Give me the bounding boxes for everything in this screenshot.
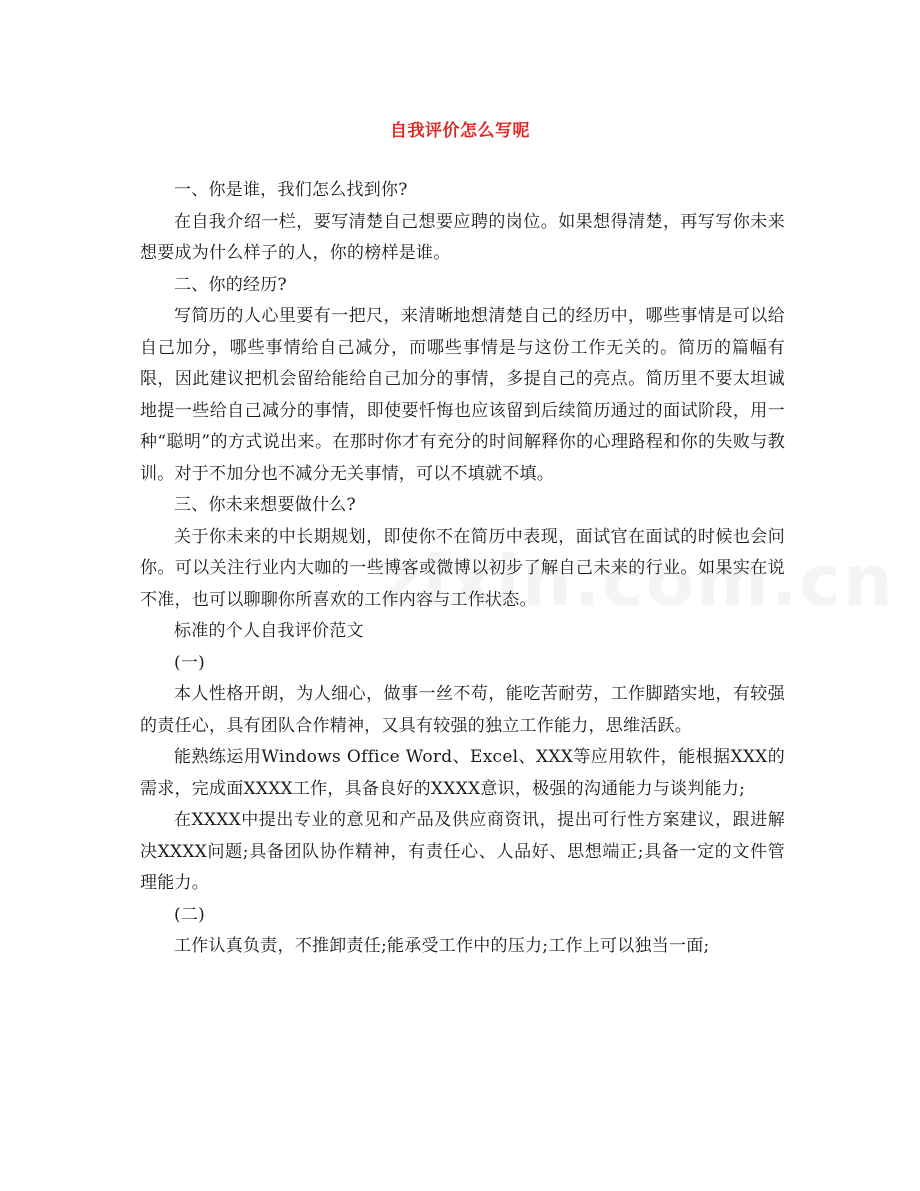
sample-number-2: (二)	[174, 904, 206, 925]
paragraph-sample-2a: 工作认真负责，不推卸责任;能承受工作中的压力;工作上可以独当一面;	[174, 936, 710, 956]
paragraph-sample-1a: 本人性格开朗，为人细心，做事一丝不苟，能吃苦耐劳，工作脚踏实地，有较强的责任心，具有团队合作精神，又具有较强的独立工作能力，思维活跃。	[140, 684, 785, 736]
paragraph-sample-1c: 在XXXX中提出专业的意见和产品及供应商资讯，提出可行性方案建议，跟进解决XXXX问题;具备团队协作精神，有责任心、人品好、思想端正;具备一定的文件管理能力。	[140, 810, 785, 893]
paragraph-future: 关于你未来的中长期规划，即使你不在简历中表现，面试官在面试的时候也会问你。可以关注行业内大咖的一些博客或微博以初步了解自己未来的行业。如果实在说不准，也可以聊聊你所喜欢的工作内容与工作状态。	[140, 526, 785, 610]
paragraph-self-intro: 在自我介绍一栏，要写清楚自己想要应聘的岗位。如果想得清楚，再写写你未来想要成为什么样子的人，你的榜样是谁。	[140, 211, 785, 263]
paragraph-experience: 写简历的人心里要有一把尺，来清晰地想清楚自己的经历中，哪些事情是可以给自己加分，哪些事情给自己减分，而哪些事情是与这份工作无关的。简历的篇幅有限，因此建议把机会留给能给自己加分的事情，多提自己的亮点。简历里不要太坦诚地提一些给自己减分的事情，即使要忏悔也应该留到后续简历通过的面试阶段，用一种“聪明”的方式说出来。在那时你才有充分的时间解释你的心理路程和你的失败与教训。对于不加分也不减分无关事情，可以不填就不填。	[140, 306, 785, 484]
heading-experience: 二、你的经历?	[174, 274, 287, 295]
paragraph-sample-1b: 能熟练运用Windows Office Word、Excel、XXX等应用软件，能根据XXX的需求，完成面XXXX工作，具备良好的XXXX意识，极强的沟通能力与谈判能力;	[140, 747, 785, 799]
sample-number-1: (一)	[174, 652, 206, 673]
heading-sample-evaluations: 标准的个人自我评价范文	[174, 621, 364, 641]
document-title: 自我评价怎么写呢	[390, 121, 530, 141]
heading-future: 三、你未来想要做什么?	[174, 495, 356, 515]
heading-who-are-you: 一、你是谁，我们怎么找到你?	[174, 180, 408, 200]
document-body	[140, 175, 785, 963]
